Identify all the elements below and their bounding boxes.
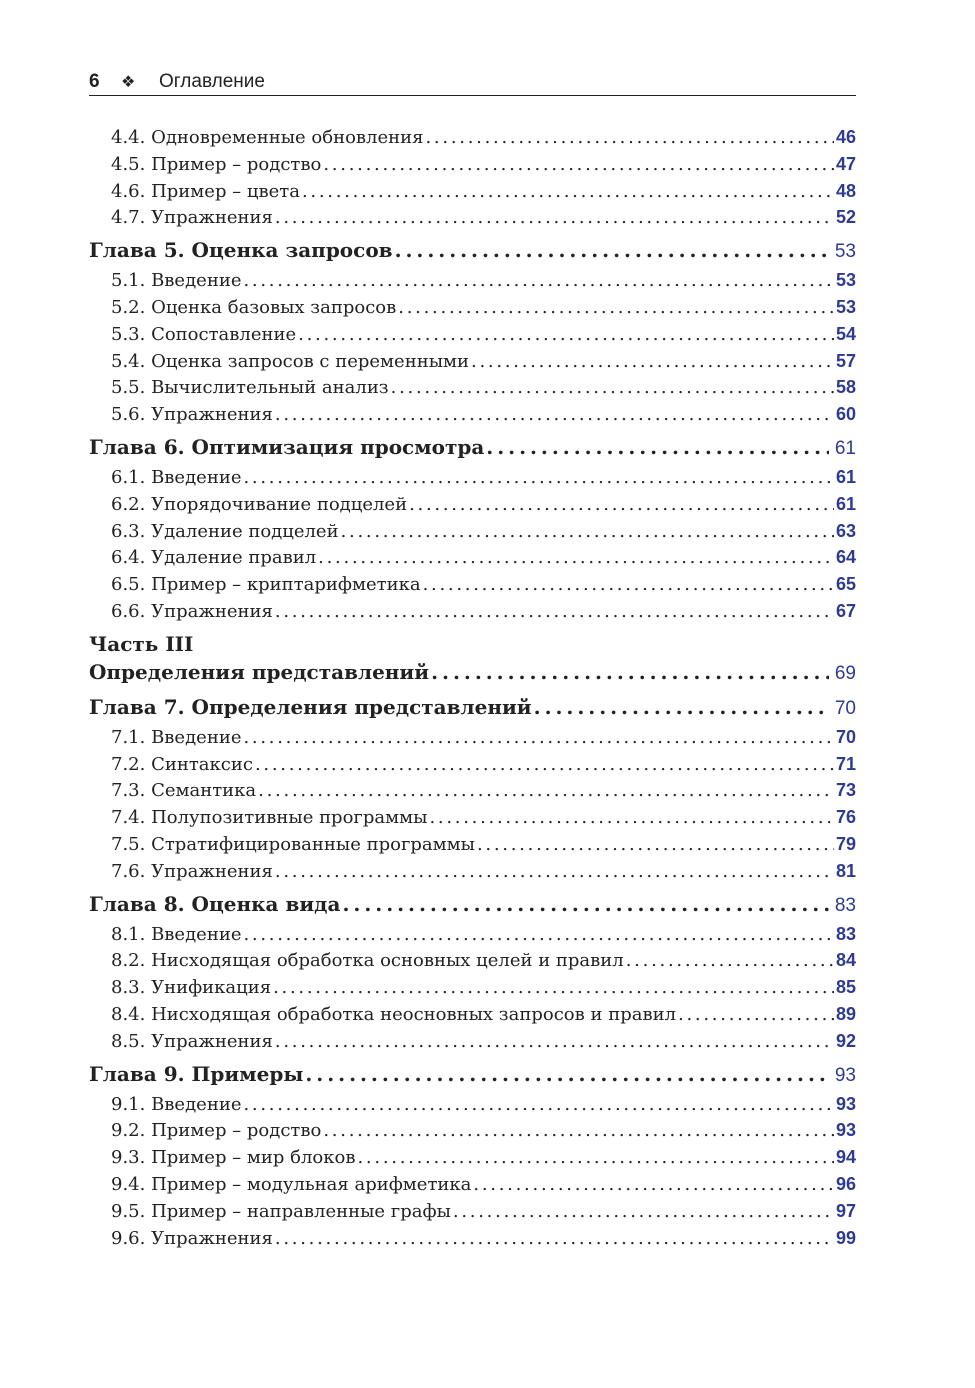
page-ref: 83 — [835, 923, 856, 944]
dot-leader — [626, 948, 834, 974]
toc-section[interactable]: 7.5. Стратифицированные программы . . . 79 — [89, 831, 856, 858]
toc-section[interactable]: 9.2. Пример – родство . . . 93 — [89, 1117, 856, 1144]
dot-leader — [243, 465, 834, 491]
dot-leader — [243, 725, 834, 751]
toc-section[interactable]: 7.1. Введение . . . 70 — [89, 724, 856, 751]
page-number: 6 — [89, 70, 100, 92]
dot-leader — [471, 349, 834, 375]
dot-leader — [391, 375, 834, 401]
dot-leader — [534, 691, 829, 723]
dot-leader — [357, 1145, 833, 1171]
dot-leader — [275, 599, 834, 625]
page-ref: 53 — [835, 270, 856, 291]
page-ref: 46 — [835, 127, 856, 147]
dot-leader — [423, 572, 834, 598]
toc-chapter-8[interactable]: Глава 8. Оценка вида . . . 83 — [89, 888, 856, 920]
dot-leader — [243, 1092, 834, 1118]
dot-leader — [323, 1118, 834, 1144]
toc-section[interactable]: 5.5. Вычислительный анализ . . . 58 — [89, 374, 856, 401]
page-ref: 57 — [835, 350, 856, 371]
toc-section[interactable]: 6.5. Пример – криптарифметика . . . 65 — [89, 571, 856, 598]
dot-leader — [429, 805, 834, 831]
dot-leader — [298, 322, 834, 348]
dot-leader — [342, 888, 828, 920]
toc-section[interactable]: 7.3. Семантика . . . 73 — [89, 777, 856, 804]
toc-section[interactable]: 5.1. Введение . . . 53 — [89, 267, 856, 294]
toc-part-3[interactable]: Определения представлений . . . 69 — [89, 656, 856, 688]
dot-leader — [477, 832, 834, 858]
dot-leader — [473, 1172, 834, 1198]
page-ref: 53 — [835, 296, 856, 317]
dot-leader — [275, 1226, 834, 1252]
toc-section[interactable]: 4.6. Пример – цвета . . . 48 — [89, 178, 856, 205]
page-ref: 97 — [835, 1200, 856, 1221]
page-ref: 64 — [835, 547, 856, 568]
page-ref: 58 — [835, 377, 856, 398]
toc-section[interactable]: 8.2. Нисходящая обработка основных целей и правил . . . 84 — [89, 947, 856, 974]
toc-section[interactable]: 9.6. Упражнения . . . 99 — [89, 1225, 856, 1252]
toc-section[interactable]: 5.2. Оценка базовых запросов . . . 53 — [89, 294, 856, 321]
running-head — [89, 68, 856, 96]
toc-section[interactable]: 4.5. Пример – родство . . . 47 — [89, 151, 856, 178]
page-ref: 79 — [835, 833, 856, 854]
page-ref: 99 — [835, 1227, 856, 1248]
toc-part-label: Часть III — [89, 631, 194, 656]
toc-section[interactable]: 6.6. Упражнения . . . 67 — [89, 598, 856, 625]
toc-section[interactable]: 6.3. Удаление подцелей . . . 63 — [89, 518, 856, 545]
page-ref: 93 — [835, 1120, 856, 1141]
page-ref: 84 — [835, 950, 856, 971]
page-ref: 61 — [834, 437, 856, 459]
toc-section[interactable]: 6.2. Упорядочивание подцелей . . . 61 — [89, 491, 856, 518]
dot-leader — [273, 975, 834, 1001]
page-ref: 63 — [835, 520, 856, 541]
toc-section[interactable]: 5.3. Сопоставление . . . 54 — [89, 321, 856, 348]
toc-section[interactable]: 6.1. Введение . . . 61 — [89, 464, 856, 491]
dot-leader — [275, 205, 834, 231]
page-ref: 83 — [834, 894, 856, 916]
toc-chapter-5[interactable]: Глава 5. Оценка запросов . . . 53 — [89, 234, 856, 266]
toc-section[interactable]: 7.6. Упражнения . . . 81 — [89, 858, 856, 885]
toc-chapter-6[interactable]: Глава 6. Оптимизация просмотра . . . 61 — [89, 431, 856, 463]
dot-leader — [275, 859, 834, 885]
page-ref: 52 — [835, 207, 856, 228]
page-ref: 67 — [835, 600, 856, 621]
page-ref: 71 — [835, 753, 856, 774]
dot-leader — [275, 1029, 834, 1055]
toc-chapter-7[interactable]: Глава 7. Определения представлений . . . 70 — [89, 691, 856, 723]
page-ref: 61 — [835, 466, 856, 487]
page-ref: 61 — [835, 493, 856, 514]
dot-leader — [409, 492, 834, 518]
dot-leader — [255, 752, 834, 778]
toc-section[interactable]: 4.7. Упражнения . . . 52 — [89, 204, 856, 231]
toc-section[interactable]: 8.4. Нисходящая обработка неосновных запросов и правил . . . 89 — [89, 1001, 856, 1028]
dot-leader — [243, 268, 834, 294]
page-ref: 60 — [835, 404, 856, 425]
ornament-icon: ❖ — [121, 73, 136, 91]
dot-leader — [305, 1058, 828, 1090]
toc-section[interactable]: 4.4. Одновременные обновления . . . 46 — [89, 124, 856, 151]
dot-leader — [258, 778, 834, 804]
page-ref: 89 — [835, 1003, 856, 1024]
page-ref: 85 — [835, 977, 856, 998]
page-ref: 54 — [835, 323, 856, 344]
page-ref: 70 — [834, 697, 856, 719]
dot-leader — [243, 922, 834, 948]
dot-leader — [453, 1199, 834, 1225]
toc-section[interactable]: 7.4. Полупозитивные программы . . . 76 — [89, 804, 856, 831]
toc-section[interactable]: 9.4. Пример – модульная арифметика . . . 96 — [89, 1171, 856, 1198]
dot-leader — [425, 125, 833, 151]
toc-section[interactable]: 5.4. Оценка запросов с переменными . . . 57 — [89, 348, 856, 375]
dot-leader — [486, 431, 829, 463]
dot-leader — [323, 152, 834, 178]
page-ref: 93 — [835, 1093, 856, 1114]
page-ref: 81 — [835, 860, 856, 881]
toc-section[interactable]: 8.5. Упражнения . . . 92 — [89, 1028, 856, 1055]
page-ref: 94 — [835, 1147, 856, 1168]
page-ref: 48 — [835, 180, 856, 201]
dot-leader — [431, 656, 829, 688]
toc-section[interactable]: 5.6. Упражнения . . . 60 — [89, 401, 856, 428]
dot-leader — [318, 545, 834, 571]
page-ref: 96 — [835, 1173, 856, 1194]
toc-section[interactable]: 9.5. Пример – направленные графы . . . 97 — [89, 1198, 856, 1225]
page-ref: 53 — [834, 241, 856, 263]
running-title: Оглавление — [159, 70, 265, 92]
dot-leader — [275, 402, 834, 428]
dot-leader — [302, 179, 834, 205]
toc-section[interactable]: 9.3. Пример – мир блоков . . . 94 — [89, 1144, 856, 1171]
page-ref: 73 — [835, 780, 856, 801]
toc-section[interactable]: 7.2. Синтаксис . . . 71 — [89, 751, 856, 778]
page-ref: 69 — [834, 662, 856, 684]
page-ref: 70 — [835, 726, 856, 747]
page-ref: 92 — [835, 1030, 856, 1051]
toc-chapter-9[interactable]: Глава 9. Примеры . . . 93 — [89, 1058, 856, 1090]
toc-section[interactable]: 6.4. Удаление правил . . . 64 — [89, 544, 856, 571]
table-of-contents — [89, 124, 856, 1251]
dot-leader — [678, 1002, 834, 1028]
page-ref: 76 — [835, 807, 856, 828]
toc-section[interactable]: 8.3. Унификация . . . 85 — [89, 974, 856, 1001]
toc-section[interactable]: 9.1. Введение . . . 93 — [89, 1091, 856, 1118]
dot-leader — [341, 519, 834, 545]
toc-section[interactable]: 8.1. Введение . . . 83 — [89, 921, 856, 948]
page-ref: 65 — [835, 574, 856, 595]
dot-leader — [395, 234, 829, 266]
page-ref: 47 — [835, 153, 856, 174]
page-ref: 93 — [834, 1064, 856, 1086]
dot-leader — [398, 295, 834, 321]
